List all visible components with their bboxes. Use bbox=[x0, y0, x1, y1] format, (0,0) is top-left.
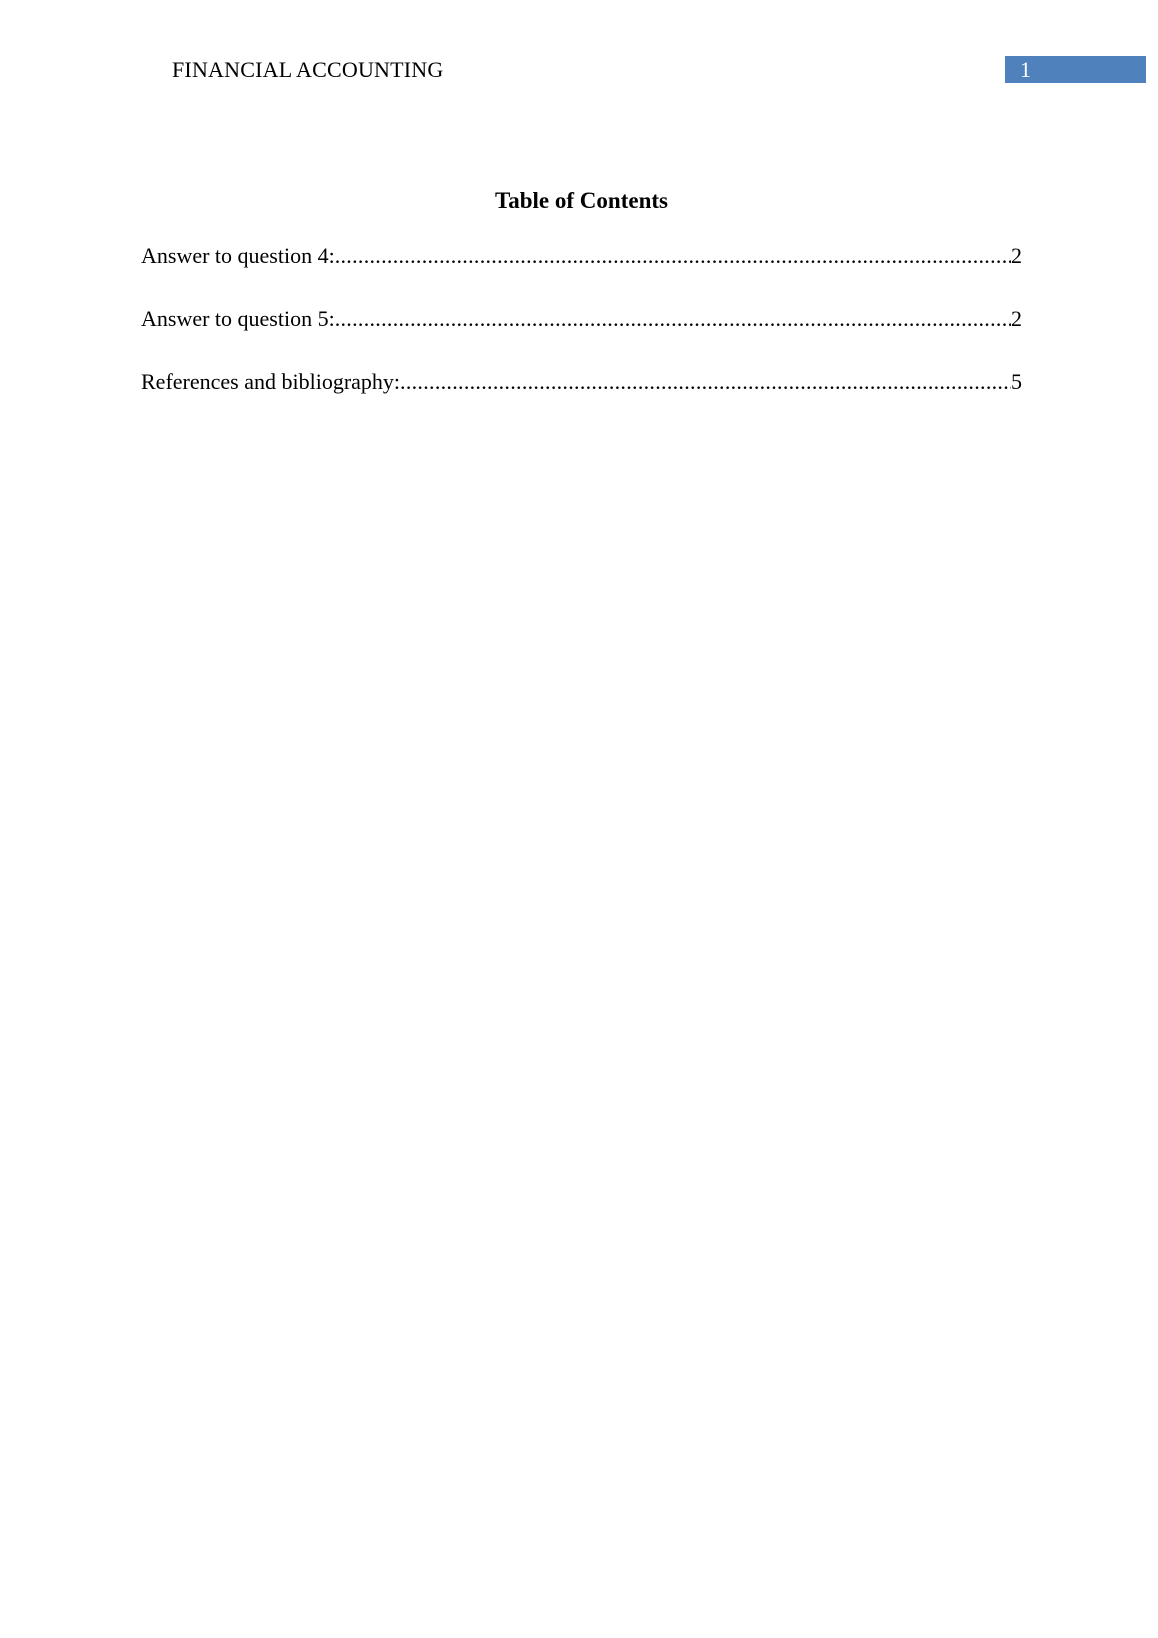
toc-dot-leader bbox=[400, 367, 1011, 397]
page-number-box bbox=[1005, 56, 1146, 83]
toc-entry-answer-question-5[interactable] bbox=[141, 304, 1022, 334]
toc-entry-page: 5 bbox=[1011, 369, 1022, 394]
toc-entry-label: Answer to question 5: bbox=[141, 306, 335, 331]
toc-dot-leader bbox=[335, 241, 1011, 271]
toc-entry-label: Answer to question 4: bbox=[141, 243, 335, 268]
toc-dot-leader bbox=[335, 304, 1011, 334]
toc-entry-references[interactable] bbox=[141, 367, 1022, 397]
toc-list bbox=[141, 241, 1022, 430]
toc-title: Table of Contents bbox=[495, 188, 668, 213]
page-number: 1 bbox=[1020, 57, 1031, 82]
toc-entry-answer-question-4[interactable] bbox=[141, 241, 1022, 271]
toc-entry-page: 2 bbox=[1011, 243, 1022, 268]
toc-entry-page: 2 bbox=[1011, 306, 1022, 331]
running-head: FINANCIAL ACCOUNTING bbox=[172, 57, 444, 82]
toc-entry-label: References and bibliography: bbox=[141, 369, 401, 394]
